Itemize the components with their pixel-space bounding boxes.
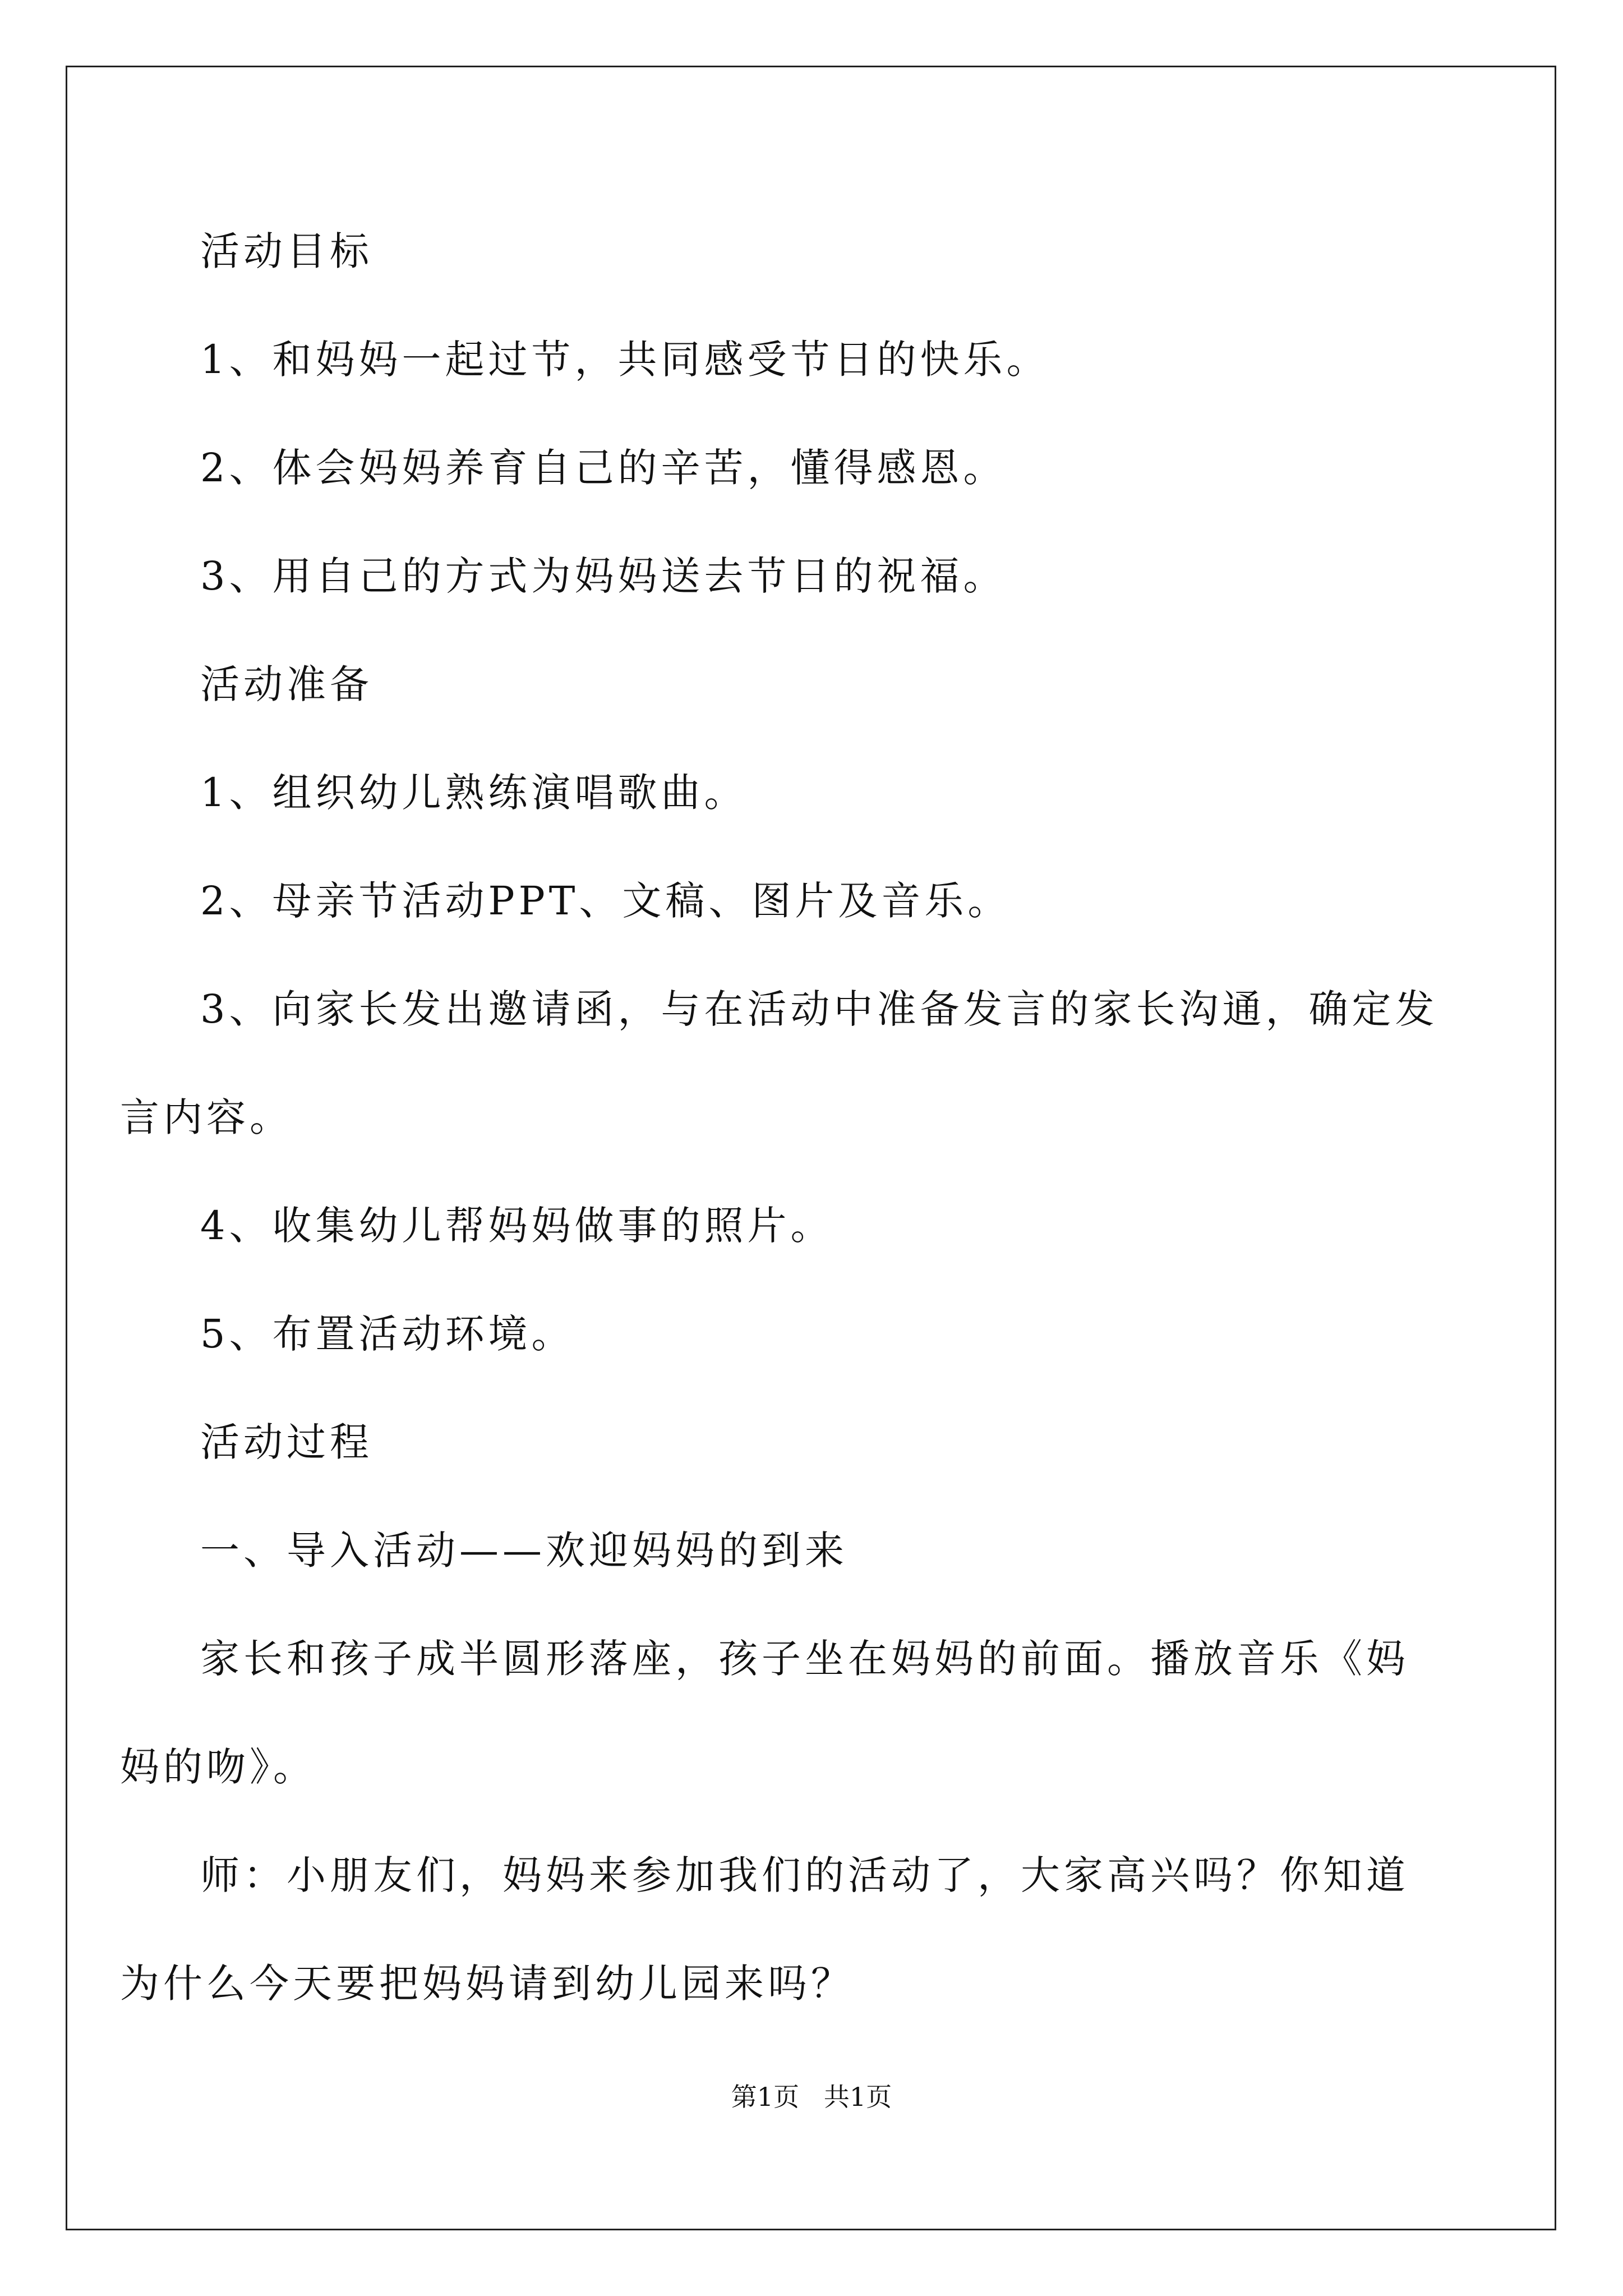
paragraph-line: 1、组织幼儿熟练演唱歌曲。 — [200, 770, 748, 816]
paragraph-line: 3、用自己的方式为妈妈送去节日的祝福。 — [200, 553, 1007, 599]
paragraph-line: 2、体会妈妈养育自己的辛苦，懂得感恩。 — [200, 445, 1007, 491]
page-border — [66, 66, 1556, 2230]
paragraph-continuation-line: 为什么今天要把妈妈请到幼儿园来吗？ — [120, 1961, 854, 2007]
paragraph-line: 一、导入活动——欢迎妈妈的到来 — [200, 1527, 848, 1573]
paragraph-line: 师：小朋友们，妈妈来参加我们的活动了，大家高兴吗？你知道 — [200, 1852, 1409, 1898]
paragraph-continuation-line: 妈的吻》。 — [120, 1744, 316, 1790]
paragraph-line: 5、布置活动环境。 — [200, 1311, 575, 1357]
paragraph-line: 1、和妈妈一起过节，共同感受节日的快乐。 — [200, 337, 1050, 383]
page-footer: 第1页 共1页 — [731, 2082, 892, 2112]
section-heading-goals: 活动目标 — [200, 228, 373, 274]
section-heading-preparation: 活动准备 — [200, 661, 373, 707]
section-heading-process: 活动过程 — [200, 1419, 373, 1465]
paragraph-continuation-line: 言内容。 — [120, 1094, 293, 1140]
paragraph-line: 2、母亲节活动PPT、文稿、图片及音乐。 — [200, 878, 1011, 924]
paragraph-line: 家长和孩子成半圆形落座，孩子坐在妈妈的前面。播放音乐《妈 — [200, 1636, 1409, 1682]
paragraph-line: 3、向家长发出邀请函，与在活动中准备发言的家长沟通，确定发 — [200, 986, 1438, 1032]
paragraph-line: 4、收集幼儿帮妈妈做事的照片。 — [200, 1203, 834, 1249]
